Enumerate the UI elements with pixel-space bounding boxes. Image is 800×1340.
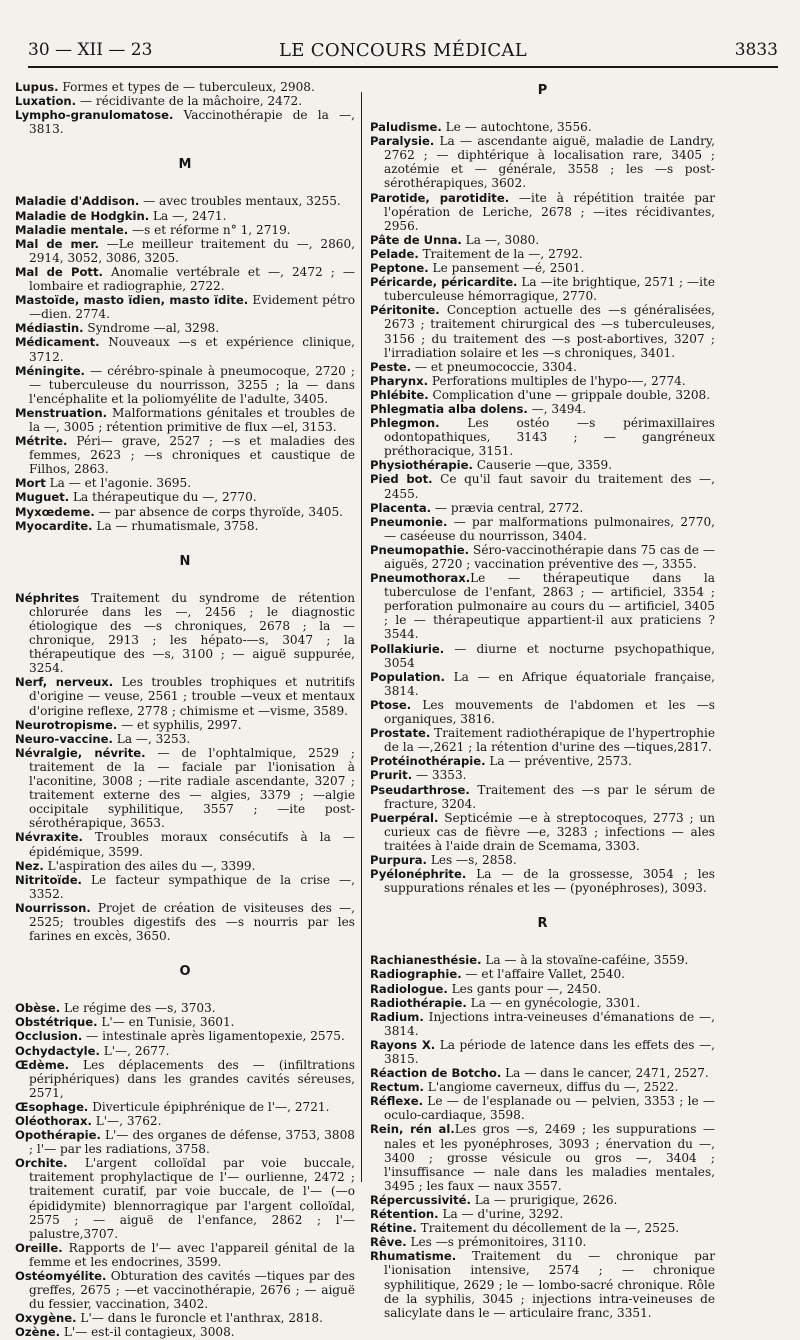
index-term: Mal de Pott. — [15, 264, 103, 279]
index-entry — [370, 1235, 715, 1249]
index-text: Séro-vaccinothérapie dans 75 cas de — aiguës, 2720 ; vaccination préventive des —, 3355. — [384, 542, 715, 571]
section-o — [15, 1001, 355, 1339]
index-text: Diverticule épiphrénique de l'—, 2721. — [88, 1099, 330, 1114]
index-entry — [370, 120, 715, 134]
right-column — [370, 80, 715, 1320]
index-term: Prurit. — [370, 768, 413, 783]
index-entry — [15, 591, 355, 676]
index-entry — [15, 1015, 355, 1029]
index-text: —ite à répétition traitée par l'opération de Leriche, 2678 ; —ites récidivantes, 2956. — [384, 190, 716, 233]
index-entry — [15, 434, 355, 476]
index-text: Les mouvements de l'abdomen et les —s organiques, 3816. — [384, 697, 715, 727]
index-term: Rétention. — [370, 1207, 439, 1222]
index-term: Pyélonéphrite. — [370, 867, 467, 882]
index-entry — [15, 1029, 355, 1043]
index-term: Rétine. — [370, 1221, 417, 1236]
index-text: La —ite brightique, 2571 ; —ite tuberculeuse hémorragique, 2770. — [384, 275, 715, 304]
index-text: Les ostéo —s périmaxillaires odontopathiques, 3143 ; — gangréneux préthoracique, 3151. — [384, 416, 715, 459]
index-entry — [370, 953, 715, 967]
index-entry — [15, 1044, 355, 1058]
index-text: Les gants pour —, 2450. — [447, 981, 602, 996]
index-text: Malformations génitales et troubles de la —, 3005 ; rétention primitive de flux —el, 3153. — [29, 405, 355, 434]
index-term: Nerf, nerveux. — [15, 675, 114, 690]
index-entry — [15, 335, 355, 363]
section-letter-p: P — [537, 83, 548, 98]
index-text: Traitement des —s par le sérum de fracture, 3204. — [384, 782, 715, 811]
index-text: — prævia central, 2772. — [431, 500, 584, 515]
index-entry — [15, 873, 355, 901]
index-term: Maladie mentale. — [15, 222, 129, 237]
index-entry — [15, 1311, 355, 1325]
index-text: Conception actuelle des —s généralisées, 2673 ; traitement chirurgical des —s tuberculeuses, 3156 ; du traitement des —s post-abortives, 3207 ; l'irradiation solaire et les —s chroniques, 3401. — [384, 303, 715, 360]
column-divider — [361, 92, 362, 1182]
index-term: Lupus. — [15, 80, 59, 94]
index-term: Prostate. — [370, 726, 431, 741]
index-term: Maladie d'Addison. — [15, 194, 140, 209]
index-text: Anomalie vertébrale et —, 2472 ; — lombaire et radiographie, 2722. — [29, 264, 355, 294]
index-term: Obèse. — [15, 1001, 61, 1016]
index-text: Perforations multiples de l'hypo-—, 2774. — [428, 373, 686, 388]
index-text: — et pneumococcie, 3304. — [411, 359, 577, 374]
index-text: Les déplacements des — (infiltrations périphériques) dans les grandes cavités séreuses, 2571, — [29, 1057, 355, 1100]
index-text: Le facteur sympathique de la crise —, 3352. — [29, 872, 355, 901]
index-entry — [370, 1094, 715, 1122]
index-entry — [15, 901, 355, 943]
index-entry — [15, 364, 355, 406]
index-term: Médiastin. — [15, 321, 84, 336]
index-entry — [370, 571, 715, 641]
index-entry — [15, 80, 355, 94]
index-term: Ptose. — [370, 697, 412, 712]
index-text: La — préventive, 2573. — [485, 754, 632, 769]
index-term: Oreille. — [15, 1240, 63, 1255]
index-entry — [15, 293, 355, 321]
index-entry — [370, 1193, 715, 1207]
index-entry — [370, 1038, 715, 1066]
index-text: Projet de création de visiteuses des —, 2525; troubles digestifs des —s nourris par les farines en excès, 3650. — [29, 900, 355, 944]
index-text: Traitement de la —, 2792. — [418, 246, 583, 261]
index-term: Myocardite. — [15, 518, 93, 533]
index-text: Traitement du — chronique par l'ionisation intensive, 2574 ; — chronique syphilitique, 2629 ; le — lombo-sacré chronique. Rôle de la syphilis, 3045 ; injections intra-veineuses de salicylate dans le — articulaire franc, 3351. — [384, 1249, 715, 1320]
index-term: Population. — [370, 669, 445, 684]
index-entry — [15, 1058, 355, 1100]
index-entry — [370, 754, 715, 768]
index-entry — [15, 94, 355, 108]
index-term: Mastoïde, masto ïdien, masto ïdite. — [15, 293, 249, 308]
index-term: Rhumatisme. — [370, 1249, 457, 1264]
index-entry — [15, 1001, 355, 1015]
index-text: Le — thérapeutique dans la tuberculose de l'enfant, 2863 ; — artificiel, 3354 ; perforation pulmonaire au cours du — artificiel, 3405 ; le — thérapeutique appartient-il aux praticiens ? 3544. — [384, 571, 715, 642]
index-entry — [15, 476, 355, 490]
index-text: Le régime des —s, 3703. — [60, 1001, 216, 1016]
index-term: Luxation. — [15, 94, 77, 109]
section-p — [370, 120, 715, 895]
index-term: Pollakiurie. — [370, 641, 445, 656]
index-entry — [370, 501, 715, 515]
index-term: Réaction de Botcho. — [370, 1066, 502, 1081]
index-term: Nourrisson. — [15, 900, 91, 915]
index-entry — [370, 1122, 715, 1192]
index-entry — [15, 237, 355, 265]
section-r — [370, 953, 715, 1319]
index-entry — [370, 388, 715, 402]
index-term: Radiographie. — [370, 967, 462, 982]
index-text: Complication d'une — grippale double, 3208. — [428, 387, 711, 402]
index-entry — [370, 726, 715, 754]
index-text: Traitement du décollement de la —, 2525. — [416, 1221, 680, 1236]
index-entry — [370, 134, 715, 190]
index-entry — [15, 1128, 355, 1156]
index-entry — [370, 1221, 715, 1235]
index-text: — et l'affaire Vallet, 2540. — [461, 967, 626, 982]
index-term: Lympho-granulomatose. — [15, 108, 174, 123]
index-text: — intestinale après ligamentopexie, 2575. — [82, 1029, 345, 1044]
index-term: Pneumonie. — [370, 514, 448, 529]
index-entry — [370, 416, 715, 458]
index-text: Traitement radiothérapique de l'hypertrophie de la —,2621 ; la rétention d'urine des —tiques,2817. — [384, 726, 715, 755]
index-text: —Le meilleur traitement du —, 2860, 2914, 3052, 3086, 3205. — [29, 236, 356, 265]
index-entry — [370, 543, 715, 571]
index-term: Rayons X. — [370, 1037, 436, 1052]
index-entry — [370, 233, 715, 247]
index-entry — [370, 670, 715, 698]
index-text: La — prurigique, 2626. — [470, 1192, 618, 1207]
index-entry — [15, 490, 355, 504]
index-term: Méningite. — [15, 363, 85, 378]
index-term: Névralgie, névrite. — [15, 745, 146, 760]
index-text: La — ascendante aiguë, maladie de Landry, 2762 ; — diphtérique à localisation rare, 3405 ; azotémie et — générale, 3558 ; les —s post-sérothérapiques, 3602. — [384, 134, 715, 191]
index-entry — [370, 867, 715, 895]
index-text: Le — de l'esplanade ou — pelvien, 3353 ; le — oculo-cardiaque, 3598. — [384, 1094, 715, 1123]
index-term: Néphrites — [15, 590, 80, 605]
index-term: Rachianesthésie. — [370, 953, 482, 968]
index-text: — récidivante de la mâchoire, 2472. — [76, 94, 303, 109]
index-text: L'—, 3762. — [91, 1114, 162, 1128]
index-term: Nez. — [15, 858, 44, 873]
index-text: Les gros —s, 2469 ; les suppurations —nales et les pyonéphroses, 3093 ; énervation du —, 3400 ; grosse vésicule ou gros —, 3404 ; l'insuffisance — nale dans les maladies mentales, 3495 ; les faux — naux 3557. — [384, 1122, 715, 1193]
index-entry — [370, 275, 715, 303]
index-term: Protéinothérapie. — [370, 754, 486, 769]
index-entry — [15, 406, 355, 434]
index-text: Obturation des cavités —tiques par des greffes, 2675 ; —et vaccinothérapie, 2676 ; — aiguë du fessier, vaccination, 3402. — [29, 1269, 355, 1312]
index-term: Ochydactyle. — [15, 1043, 100, 1058]
index-term: Peptone. — [370, 261, 429, 276]
index-entry — [370, 458, 715, 472]
index-entry — [370, 374, 715, 388]
index-term: Mort — [15, 476, 46, 491]
index-entry — [15, 321, 355, 335]
index-term: Occlusion. — [15, 1029, 83, 1044]
index-term: Névraxite. — [15, 830, 83, 845]
index-term: Phlegmon. — [370, 416, 440, 431]
index-entry — [15, 108, 355, 136]
index-text: L'aspiration des ailes du —, 3399. — [43, 858, 256, 873]
section-letter-n: N — [179, 553, 191, 569]
index-term: Pâte de Unna. — [370, 232, 462, 247]
index-term: Obstétrique. — [15, 1015, 98, 1030]
index-term: Purpura. — [370, 852, 427, 867]
index-entry — [15, 505, 355, 519]
index-text: La — rhumatismale, 3758. — [92, 518, 259, 533]
index-text: L'— en Tunisie, 3601. — [97, 1015, 235, 1030]
index-entry — [370, 853, 715, 867]
index-entry — [15, 732, 355, 746]
index-term: Pseudarthrose. — [370, 782, 470, 797]
index-term: Puerpéral. — [370, 810, 439, 825]
index-entry — [370, 768, 715, 782]
index-term: Opothérapie. — [15, 1128, 101, 1143]
index-entry — [370, 967, 715, 981]
section-m — [15, 194, 355, 532]
index-term: Paludisme. — [370, 120, 442, 135]
index-text: — cérébro-spinale à pneumocoque, 2720 ; — tuberculeuse du nourrisson, 3255 ; la — dans l'encéphalite et la poliomyélite de l'adulte, 3405. — [29, 363, 355, 406]
index-text: L'— des organes de défense, 3753, 3808 ; l'— par les radiations, 3758. — [29, 1128, 355, 1157]
index-entry — [370, 261, 715, 275]
index-entry — [370, 360, 715, 374]
index-entry — [370, 303, 715, 359]
index-term: Peste. — [370, 359, 412, 374]
index-term: Ozène. — [15, 1325, 60, 1340]
index-term: Orchite. — [15, 1156, 68, 1171]
index-term: Placenta. — [370, 500, 432, 515]
index-term: Parotide, parotidite. — [370, 190, 510, 205]
index-entry — [370, 191, 715, 233]
index-term: Ostéomyélite. — [15, 1269, 107, 1284]
index-text: La — à la stovaïne-caféine, 3559. — [481, 953, 689, 968]
index-term: Neuro-vaccine. — [15, 731, 113, 746]
index-text: — avec troubles mentaux, 3255. — [139, 194, 341, 209]
index-term: Rein, rén al. — [370, 1122, 455, 1137]
index-text: — de l'ophtalmique, 2529 ; traitement de la — faciale par l'ionisation à l'aconitine, 3008 ; —rite radiale ascendante, 3207 ; traitement externe des — algies, 3379 ; —algie occipitale syphilitique, 3557 ; —ite post-sérothérapique, 3653. — [29, 745, 355, 831]
index-entry — [370, 996, 715, 1010]
index-entry — [370, 783, 715, 811]
index-entry — [370, 698, 715, 726]
index-entry — [15, 1156, 355, 1241]
index-entry — [370, 982, 715, 996]
index-term: Oléothorax. — [15, 1114, 92, 1128]
journal-title: LE CONCOURS MÉDICAL — [279, 40, 527, 61]
index-text: Traitement du syndrome de rétention chlorurée dans les —, 2456 ; le diagnostic étiologique des —s chroniques, 2678 ; la — chronique, 2913 ; les hépato-—s, 3047 ; la thérapeutique des —s, 3100 ; — aiguë suppurée, 3254. — [29, 590, 355, 676]
page-header — [28, 40, 778, 68]
index-text: —, 3494. — [527, 401, 587, 416]
index-term: Nitritoïde. — [15, 872, 82, 887]
index-text: Les —s, 2858. — [426, 852, 517, 867]
index-term: Œsophage. — [15, 1099, 89, 1114]
index-text: Les —s prémonitoires, 3110. — [406, 1235, 587, 1250]
index-entry — [15, 194, 355, 208]
index-text: — et syphilis, 2997. — [117, 717, 242, 732]
page-number: 3833 — [734, 40, 778, 60]
index-entry — [15, 1100, 355, 1114]
index-entry — [370, 1010, 715, 1038]
index-text: Le — autochtone, 3556. — [441, 120, 592, 135]
index-text: La —, 3253. — [112, 731, 191, 746]
issue-date: 30 — XII — 23 — [28, 40, 153, 60]
index-entry — [370, 515, 715, 543]
index-text: La — de la grossesse, 3054 ; les suppurations rénales et les — (pyonéphroses), 3093. — [384, 867, 715, 896]
index-entry — [370, 402, 715, 416]
index-term: Phlegmatia alba dolens. — [370, 401, 528, 416]
index-term: Myxœdeme. — [15, 504, 95, 519]
index-text: Syndrome —al, 3298. — [83, 321, 220, 336]
index-text: Vaccinothérapie de la —, 3813. — [29, 108, 355, 137]
index-text: La —, 3080. — [461, 232, 540, 247]
index-term: Pneumopathie. — [370, 542, 470, 557]
index-entry — [15, 1325, 355, 1339]
index-term: Métrite. — [15, 434, 68, 449]
index-entry — [370, 1080, 715, 1094]
index-term: Oxygène. — [15, 1311, 77, 1326]
index-entry — [15, 830, 355, 858]
index-term: Pneumothorax. — [370, 571, 471, 586]
index-term: Pelade. — [370, 246, 419, 261]
index-term: Menstruation. — [15, 405, 108, 420]
index-entry — [15, 746, 355, 831]
index-term: Répercussivité. — [370, 1192, 471, 1207]
index-term: Muguet. — [15, 490, 70, 505]
index-term: Pharynx. — [370, 373, 428, 388]
index-text: La thérapeutique du —, 2770. — [69, 490, 257, 505]
index-entry — [370, 642, 715, 670]
index-text: — par absence de corps thyroïde, 3405. — [94, 504, 344, 519]
index-text: Le pansement —é, 2501. — [428, 261, 585, 276]
index-term: Médicament. — [15, 335, 100, 350]
index-text: Injections intra-veineuses d'émanations de —, 3814. — [384, 1009, 715, 1038]
left-column — [15, 80, 355, 1340]
index-text: La — dans le cancer, 2471, 2527. — [501, 1066, 709, 1081]
section-letter-o: O — [179, 964, 191, 980]
section-letter-r: R — [537, 916, 548, 932]
index-text: Ce qu'il faut savoir du traitement des —, 2455. — [384, 472, 715, 501]
index-text: Troubles moraux consécutifs à la — épidémique, 3599. — [29, 830, 355, 859]
index-term: Péritonite. — [370, 303, 440, 318]
index-text: L'— est-il contagieux, 3008. — [60, 1325, 235, 1340]
index-text: Péri— grave, 2527 ; —s et maladies des femmes, 2623 ; —s chroniques et caustique de Filhos, 2863. — [29, 434, 355, 477]
index-text: —s et réforme n° 1, 2719. — [128, 222, 291, 237]
index-text: La — d'urine, 3292. — [438, 1207, 564, 1222]
index-text: La période de latence dans les effets des —, 3815. — [384, 1037, 716, 1066]
index-term: Rectum. — [370, 1080, 424, 1095]
index-text: Les troubles trophiques et nutritifs d'origine — veuse, 2561 ; trouble —veux et mentaux d'origine reflexe, 2778 ; chimisme et —visme, 3589. — [29, 675, 356, 718]
index-term: Phlébite. — [370, 387, 429, 402]
index-text: Formes et types de — tuberculeux, 2908. — [58, 80, 315, 94]
index-text: La — et l'agonie. 3695. — [45, 476, 192, 491]
index-entry — [370, 247, 715, 261]
index-term: Réflexe. — [370, 1094, 423, 1109]
index-term: Neurotropisme. — [15, 717, 118, 732]
index-text: Nouveaux —s et expérience clinique, 3712. — [29, 335, 355, 364]
index-term: Physiothérapie. — [370, 458, 473, 473]
index-text: L'angiome caverneux, diffus du —, 2522. — [423, 1080, 679, 1095]
index-text: — 3353. — [412, 768, 467, 783]
index-entry — [15, 223, 355, 237]
section-l — [15, 80, 355, 136]
index-text: La — en Afrique équatoriale française, 3814. — [384, 669, 715, 698]
index-term: Paralysie. — [370, 134, 435, 149]
index-term: Rêve. — [370, 1235, 407, 1250]
index-entry — [15, 859, 355, 873]
index-text: Evidement pétro—dien. 2774. — [29, 293, 355, 322]
index-entry — [15, 209, 355, 223]
index-entry — [370, 472, 715, 500]
index-term: Maladie de Hodgkin. — [15, 208, 150, 223]
index-text: L'argent colloïdal par voie buccale, traitement prophylactique de l'— ourlienne, 2472 ; traitement curatif, par voie buccale, de l'— (—o épididymite) blennorragique par l'argent colloïdal, 2575 ; — aiguë de l'enfance, 2862 ; l'— palustre,3707. — [29, 1156, 355, 1241]
index-term: Pied bot. — [370, 472, 433, 487]
index-entry — [15, 1241, 355, 1269]
index-text: La — en gynécologie, 3301. — [466, 995, 641, 1010]
index-term: Radiologue. — [370, 981, 448, 996]
index-term: Radiothérapie. — [370, 995, 467, 1010]
index-entry — [15, 1269, 355, 1311]
index-entry — [15, 675, 355, 717]
index-text: L'—, 2677. — [99, 1043, 170, 1058]
index-entry — [370, 1066, 715, 1080]
section-letter-m: M — [178, 157, 192, 173]
index-entry — [15, 718, 355, 732]
index-term: Mal de mer. — [15, 236, 99, 251]
index-entry — [15, 519, 355, 533]
index-text: Rapports de l'— avec l'appareil génital de la femme et les endocrines, 3599. — [29, 1240, 355, 1269]
index-entry — [370, 1249, 715, 1319]
section-n — [15, 591, 355, 943]
index-term: Péricarde, péricardite. — [370, 275, 518, 290]
index-term: Œdème. — [15, 1057, 70, 1072]
index-entry — [15, 1114, 355, 1128]
index-entry — [15, 265, 355, 293]
index-term: Radium. — [370, 1009, 424, 1024]
index-text: L'— dans le furoncle et l'anthrax, 2818. — [76, 1311, 323, 1326]
index-text: — par malformations pulmonaires, 2770, — caséeuse du nourrisson, 3404. — [384, 514, 715, 543]
index-text: La —, 2471. — [149, 208, 227, 223]
index-text: Septicémie —e à streptocoques, 2773 ; un curieux cas de fièvre —e, 3283 ; infections — ales traitées à l'aide drain de Scemama, 3303. — [384, 810, 715, 853]
index-text: Causerie —que, 3359. — [472, 458, 613, 473]
index-entry — [370, 811, 715, 853]
index-entry — [370, 1207, 715, 1221]
index-text: — diurne et nocturne psychopathique, 3054 — [384, 641, 715, 670]
